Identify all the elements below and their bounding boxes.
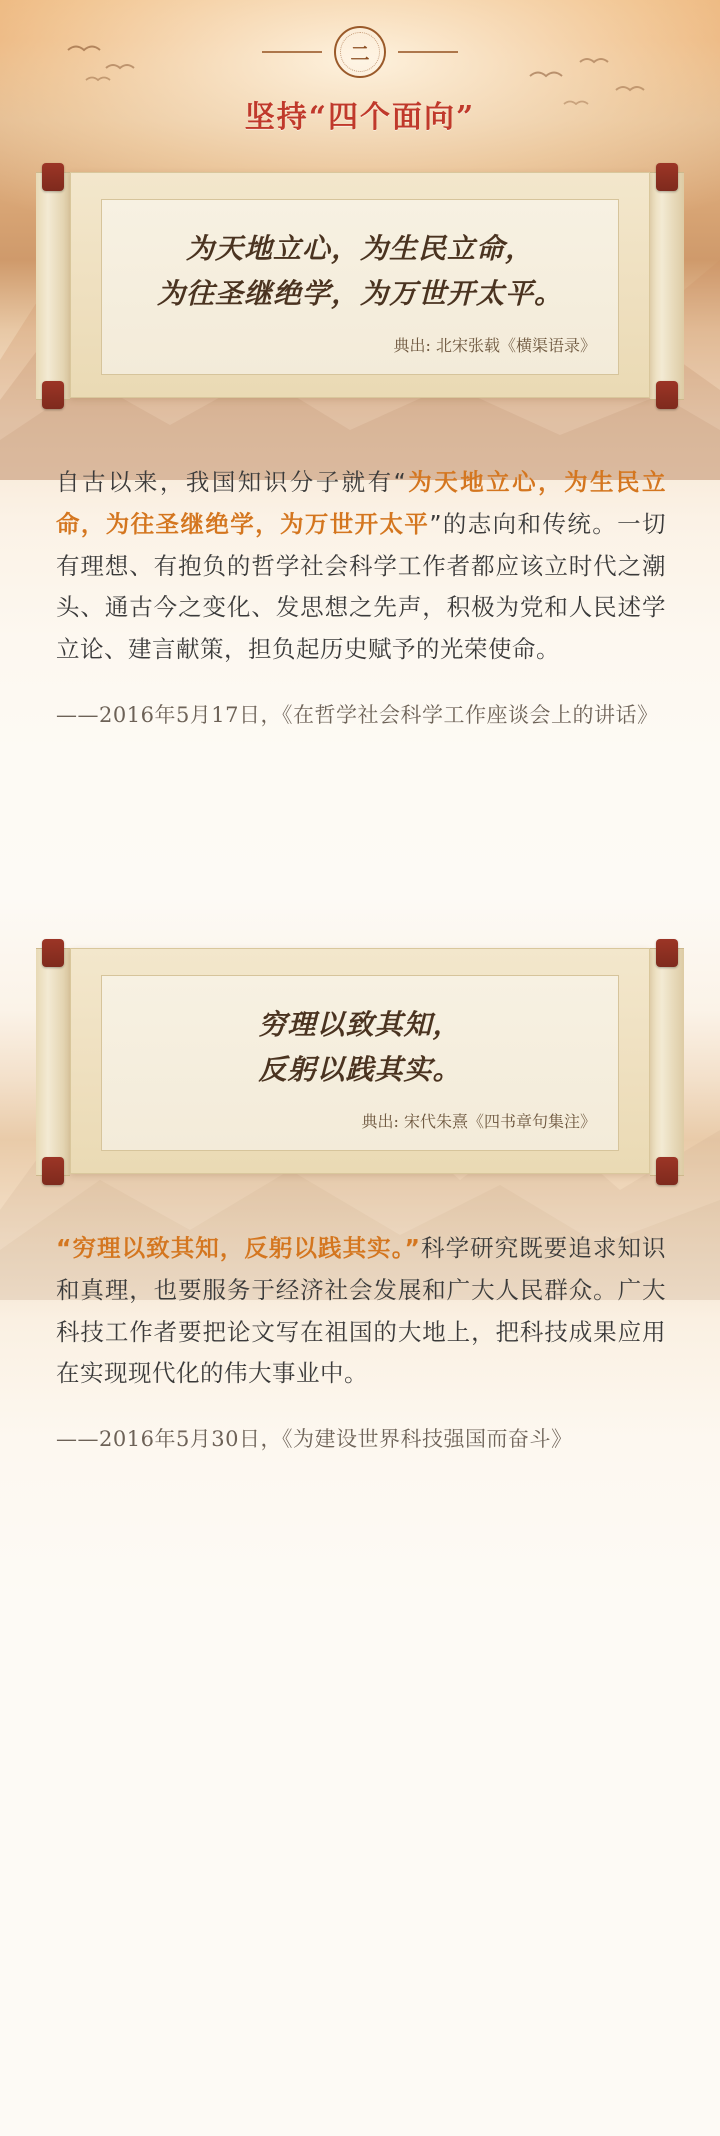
quote-line-1b: 为往圣继绝学，为万世开太平。 — [156, 277, 563, 311]
ornament-line-right — [398, 51, 458, 53]
scroll-knob-bottom-right-1 — [656, 381, 678, 409]
header-ornament — [0, 26, 720, 78]
scroll-paper-2 — [101, 975, 619, 1151]
scroll-knob-top-right-2 — [656, 939, 678, 967]
scroll-banner-2 — [36, 948, 684, 1174]
scroll-roller-right-2 — [650, 948, 684, 1176]
page-title: 坚持“四个面向” — [244, 100, 476, 135]
scroll-roller-right-1 — [650, 172, 684, 400]
scroll-knob-top-right-1 — [656, 163, 678, 191]
paragraph-1 — [56, 462, 666, 671]
paragraph-2 — [56, 1228, 666, 1395]
body-block-1 — [56, 462, 666, 734]
paragraph-1-highlight: 为天地立心，为生民立命，为往圣继绝学，为万世开太平 — [56, 468, 666, 538]
quote-line-2a: 穷理以致其知， — [258, 1008, 462, 1041]
scroll-roller-left-2 — [36, 948, 70, 1176]
paragraph-2-suffix: 科学研究既要追求知识和真理，也要服务于经济社会发展和广大人民群众。广大科技工作者要把论文写在祖国的大地上，把科技成果应用在实现现代化的伟大事业中。 — [56, 1234, 667, 1388]
scroll-knob-bottom-right-2 — [656, 1157, 678, 1185]
attribution-1: ——2016年5月17日，《在哲学社会科学工作座谈会上的讲话》 — [56, 703, 659, 728]
paragraph-1-suffix: ”的志向和传统。一切有理想、有抱负的哲学社会科学工作者都应该立时代之潮头、通古今之变化、发思想之先声，积极为党和人民述学立论、建言献策，担负起历史赋予的光荣使命。 — [56, 509, 666, 664]
section-number-badge: 二 — [334, 26, 386, 78]
scroll-paper-1 — [101, 199, 619, 375]
quote-source-1: 典出: 北宋张载《横渠语录》 — [393, 335, 596, 355]
scroll-roller-left-1 — [36, 172, 70, 400]
quote-source-2: 典出: 宋代朱熹《四书章句集注》 — [361, 1111, 596, 1131]
scroll-knob-bottom-left-2 — [42, 1157, 64, 1185]
quote-line-1a: 为天地立心，为生民立命， — [185, 232, 534, 265]
scroll-body-1 — [70, 172, 650, 398]
attribution-2: ——2016年5月30日，《为建设世界科技强国而奋斗》 — [56, 1427, 573, 1452]
scroll-knob-bottom-left-1 — [42, 381, 64, 409]
scroll-knob-top-left-1 — [42, 163, 64, 191]
scroll-body-2 — [70, 948, 650, 1174]
paragraph-1-prefix: 自古以来，我国知识分子就有“ — [56, 468, 407, 496]
quote-line-2b: 反躬以践其实。 — [258, 1053, 462, 1087]
body-block-2 — [56, 1228, 666, 1458]
scroll-knob-top-left-2 — [42, 939, 64, 967]
paragraph-2-lead-quote: “穷理以致其知，反躬以践其实。” — [56, 1234, 421, 1262]
ornament-line-left — [262, 51, 322, 53]
scroll-banner-1 — [36, 172, 684, 398]
